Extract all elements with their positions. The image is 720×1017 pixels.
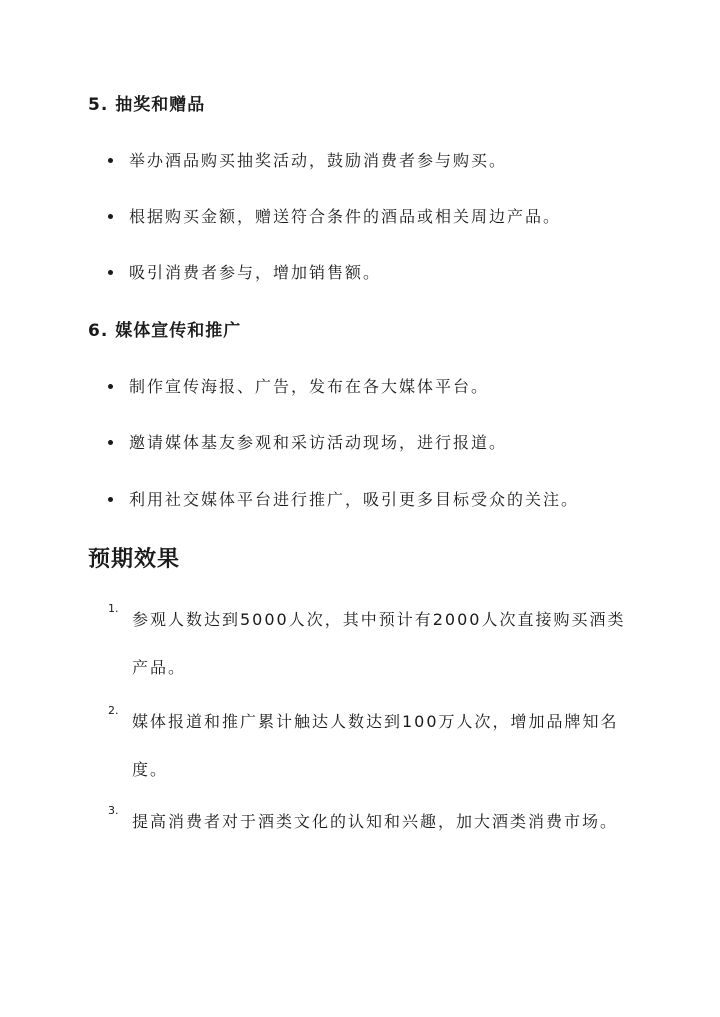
expected-results-heading: 预期效果 (88, 547, 181, 572)
list-item-text: 邀请媒体基友参观和采访活动现场，进行报道。 (129, 433, 508, 452)
item-number: 2. (108, 704, 119, 717)
bullet-icon (108, 158, 113, 163)
item-number: 1. (108, 602, 119, 615)
numbered-item (108, 698, 648, 794)
numbered-item-text: 提高消费者对于酒类文化的认知和兴趣，加大酒类消费市场。 (132, 812, 619, 831)
list-item (108, 260, 381, 283)
list-item (108, 148, 507, 171)
bullet-icon (108, 497, 113, 502)
list-item-text: 根据购买金额，赠送符合条件的酒品或相关周边产品。 (129, 207, 562, 226)
numbered-item-text: 媒体报道和推广累计触达人数达到100万人次，增加品牌知名度。 (132, 712, 619, 779)
list-item (108, 374, 489, 397)
bullet-icon (108, 214, 113, 219)
bullet-icon (108, 270, 113, 275)
bullet-icon (108, 440, 113, 445)
list-item-text: 举办酒品购买抽奖活动，鼓励消费者参与购买。 (129, 151, 508, 170)
bullet-icon (108, 384, 113, 389)
list-item-text: 吸引消费者参与，增加销售额。 (129, 263, 382, 282)
list-item (108, 204, 561, 227)
list-item (108, 430, 507, 453)
list-item-text: 制作宣传海报、广告，发布在各大媒体平台。 (129, 377, 490, 396)
numbered-item (108, 798, 648, 846)
numbered-item (108, 596, 648, 692)
list-item-text: 利用社交媒体平台进行推广，吸引更多目标受众的关注。 (129, 490, 580, 509)
section-5-heading: 5. 抽奖和赠品 (88, 95, 206, 115)
section-6-heading: 6. 媒体宣传和推广 (88, 321, 242, 341)
numbered-item-text: 参观人数达到5000人次，其中预计有2000人次直接购买酒类产品。 (132, 610, 626, 677)
list-item (108, 487, 579, 510)
item-number: 3. (108, 804, 119, 817)
